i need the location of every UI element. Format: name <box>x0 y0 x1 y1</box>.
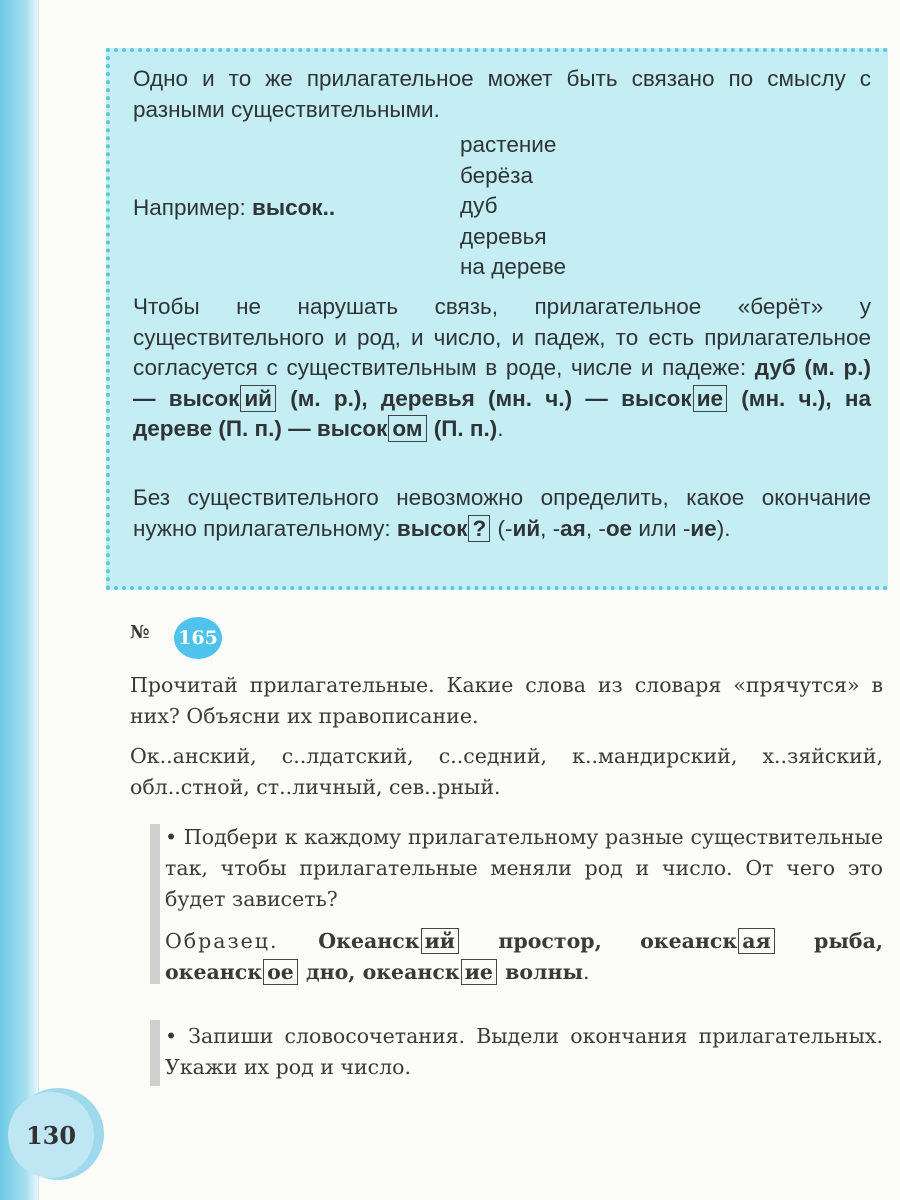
text-run: рыба, океанск <box>165 929 883 984</box>
ending-box: ом <box>388 415 426 442</box>
ending-box: ие <box>693 385 727 412</box>
example-label: Например: <box>133 195 253 220</box>
margin-line <box>38 0 39 1200</box>
text-run: , - <box>585 515 606 541</box>
ending-box: ий <box>240 385 276 412</box>
text-run: , - <box>540 515 561 541</box>
text-run: (- <box>491 515 513 541</box>
subtask-1 <box>165 822 883 915</box>
text-run: • Запиши словосочетания. Выдели окончания прилагательных. Укажи их род и число. <box>165 1024 883 1079</box>
exercise-task <box>130 670 883 732</box>
text-run: • Подбери к каждому прилагательному разные существительные так, чтобы прилагательные меняли род и число. От чего это будет зависеть? <box>165 825 883 911</box>
sample-answer <box>165 926 883 988</box>
example-line <box>133 193 335 224</box>
ending-box: ? <box>468 515 490 542</box>
ending-box: ий <box>421 928 459 954</box>
text-run: ). <box>716 515 731 541</box>
text-run: Чтобы не нарушать связь, прилагательное «берёт» у существительного и род, и число, и падеж, то есть прилагательное согласуется с существительным в роде, числе и падеже: <box>133 294 871 380</box>
text-run: Одно и то же прилагательное может быть связано по смыслу с разными существительными. <box>133 66 871 122</box>
text-run: (П. п.) <box>427 416 498 441</box>
text-run: . <box>583 960 590 984</box>
ending-box: ие <box>461 959 497 985</box>
text-run: дно, океанск <box>298 960 460 984</box>
exercise-number-sign: № <box>130 622 150 643</box>
text-run: Без существительного невозможно определить, какое окончание нужно прилагательному: <box>133 485 871 541</box>
example-noun: на дереве <box>460 254 567 279</box>
text-run: (м. р.), деревья (мн. ч.) — высок <box>277 385 692 411</box>
example-word: высок.. <box>252 195 336 220</box>
rule-conclusion <box>133 483 871 544</box>
example-noun: растение <box>460 132 557 157</box>
text-run: ий <box>512 515 541 541</box>
text-run: дуб (м. р.) — высок <box>133 355 871 411</box>
text-run: Прочитай прилагательные. Какие слова из словаря «прячутся» в них? Объясни их правописание. <box>130 673 883 728</box>
text-run: ая <box>560 515 586 541</box>
example-noun: берёза <box>460 162 534 188</box>
text-run: Ок..анский, с..лдатский, с..седний, к..мандирский, х..зяйский, обл..стной, ст..личный, сев..рный. <box>130 744 883 799</box>
text-run: волны <box>497 960 584 984</box>
text-run: простор, океанск <box>459 929 738 953</box>
exercise-words <box>130 741 883 803</box>
text-run: (мн. ч.), на дереве (П. п.) — высок <box>133 385 871 441</box>
page-edge-decoration <box>0 0 38 1200</box>
text-run: Образец. <box>165 929 319 953</box>
example-nouns <box>460 130 566 283</box>
text-run: высок <box>396 515 468 541</box>
text-run: ие <box>690 515 717 541</box>
text-run: . <box>497 416 504 441</box>
text-run: или - <box>632 515 691 541</box>
ending-box: ая <box>738 928 774 954</box>
rule-intro <box>133 64 871 125</box>
subtask-bar <box>150 824 160 984</box>
rule-agreement <box>133 292 871 445</box>
text-run: ое <box>605 515 633 541</box>
ending-box: ое <box>263 959 298 985</box>
example-noun: дуб <box>460 193 498 218</box>
subtask-2 <box>165 1021 883 1083</box>
exercise-number-badge: 165 <box>174 617 222 659</box>
subtask-bar <box>150 1020 160 1086</box>
text-run: Океанск <box>318 929 420 953</box>
page-number: 130 <box>8 1092 94 1178</box>
example-noun: деревья <box>460 223 547 249</box>
